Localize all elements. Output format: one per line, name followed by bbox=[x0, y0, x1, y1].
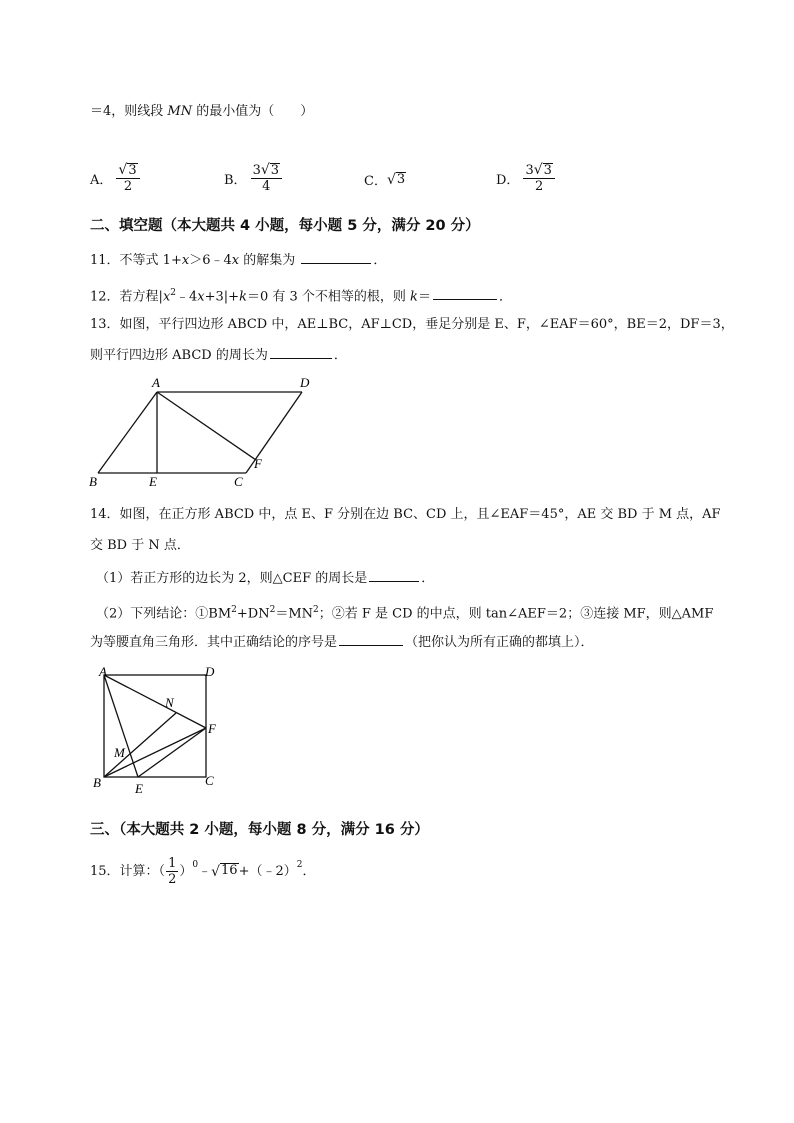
option-c[interactable] bbox=[364, 170, 406, 189]
option-radical: √ 3 bbox=[386, 171, 406, 188]
question-14-part-2: （2）下列结论：$①BM^2+DN^2=MN^2$；②若 F 是 CD 的中点，则 tan∠AEF＝2；③连接 MF，则△AMF bbox=[96, 605, 714, 622]
option-a[interactable] bbox=[90, 163, 140, 194]
question-14-line-4: 为等腰直角三角形．其中正确结论的序号是 （把你认为所有正确的都填上）． bbox=[90, 635, 594, 650]
question-11: 11．不等式 1+x＞6﹣4x 的解集为 ． bbox=[90, 253, 387, 268]
label-a: A bbox=[152, 375, 160, 390]
option-letter: C． bbox=[364, 174, 387, 189]
parallelogram-figure bbox=[86, 372, 316, 490]
label-d: D bbox=[205, 664, 215, 679]
label-m: M bbox=[114, 745, 125, 760]
radical-16: √ 16 bbox=[211, 862, 238, 880]
question-13-line-2: 则平行四边形 ABCD 的周长为 ． bbox=[90, 348, 347, 363]
q10-text-2: 的最小值为（ ） bbox=[192, 104, 314, 119]
label-e: E bbox=[149, 474, 157, 489]
question-13-line-1: 13．如图，平行四边形 ABCD 中，AE⊥BC，AF⊥CD，垂足分别是 E、F，∠EAF＝60°，BE＝2，DF＝3， bbox=[90, 317, 734, 332]
label-f: F bbox=[254, 456, 262, 471]
q10-segment: MN bbox=[167, 104, 193, 119]
label-b: B bbox=[89, 474, 97, 489]
label-f: F bbox=[208, 721, 216, 736]
q10-text: ＝4，则线段 bbox=[90, 104, 168, 119]
label-d: D bbox=[300, 375, 310, 390]
square-figure bbox=[88, 662, 228, 798]
option-d[interactable] bbox=[496, 163, 555, 194]
question-10-tail bbox=[90, 103, 313, 121]
section-2-heading: 二、填空题（本大题共 4 小题，每小题 5 分，满分 20 分） bbox=[90, 218, 480, 234]
answer-blank[interactable] bbox=[433, 287, 497, 300]
label-b: B bbox=[93, 775, 101, 790]
answer-blank[interactable] bbox=[270, 346, 332, 359]
section-3-heading: 三、（本大题共 2 小题，每小题 8 分，满分 16 分） bbox=[90, 822, 429, 838]
option-fraction: 3 √ 3 2 bbox=[523, 163, 554, 194]
answer-blank[interactable] bbox=[301, 251, 371, 264]
question-15: 15． 计算：（ $\frac{1}{2}$ ） $^0$ ﹣ √ 16 +（﹣2） $^2$ ． bbox=[90, 856, 316, 887]
label-n: N bbox=[165, 695, 174, 710]
option-fraction: 3 √ 3 4 bbox=[251, 163, 282, 194]
label-a: A bbox=[99, 664, 107, 679]
option-fraction: √ 3 2 bbox=[116, 163, 139, 194]
question-14-line-1: 14．如图，在正方形 ABCD 中，点 E、F 分别在边 BC、CD 上，且∠EAF＝45°，AE 交 BD 于 M 点，AF bbox=[90, 507, 721, 522]
fraction-half: $\frac{1}{2}$ bbox=[168, 856, 177, 887]
question-14-line-2: 交 BD 于 N 点． bbox=[90, 538, 190, 553]
label-c: C bbox=[234, 474, 243, 489]
question-12: 12．若方程$|x^2﹣4x+3|+k=0$ 有 3 个不相等的根，则 k＝ ． bbox=[90, 288, 512, 305]
answer-blank[interactable] bbox=[369, 569, 419, 582]
option-letter: D． bbox=[496, 173, 520, 188]
question-14-part-1: （1）若正方形的边长为 2，则△CEF 的周长是 ． bbox=[96, 571, 435, 586]
option-letter: B． bbox=[224, 173, 247, 188]
label-c: C bbox=[205, 773, 214, 788]
answer-blank[interactable] bbox=[339, 633, 403, 646]
label-e: E bbox=[135, 781, 143, 796]
option-letter: A． bbox=[90, 173, 113, 188]
option-b[interactable] bbox=[224, 163, 282, 194]
